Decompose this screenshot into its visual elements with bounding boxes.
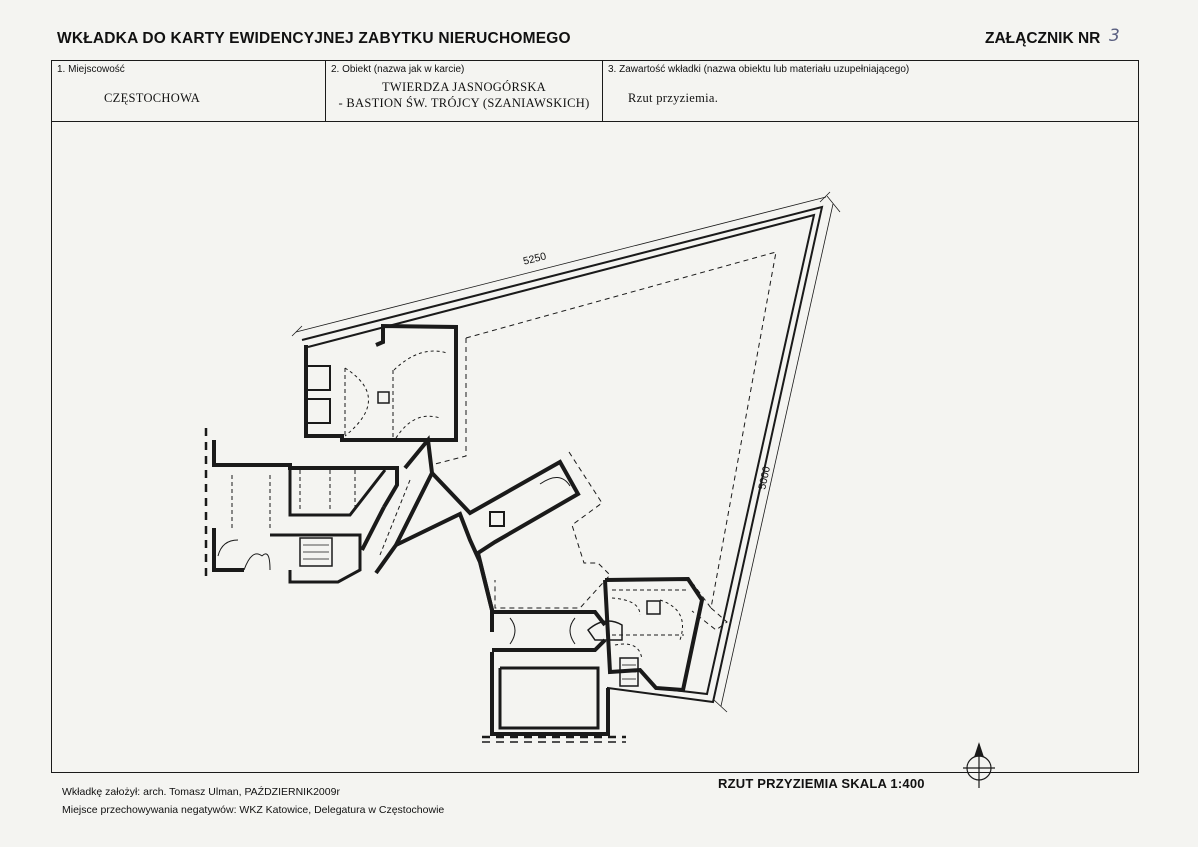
contents-value: Rzut przyziemia. (628, 91, 719, 105)
courtyard-dashed-outline (466, 252, 776, 608)
north-arrow-icon (963, 744, 995, 788)
dimension-line-right (721, 204, 833, 706)
west-wing-wall (214, 440, 397, 507)
object-value-line1: TWIERDZA JASNOGÓRSKA (382, 80, 546, 94)
bastion-outer-wall (302, 207, 822, 734)
footer-author: Wkładkę założył: arch. Tomasz Ulman, PAŹDZIERNIK2009r (62, 786, 340, 798)
locality-value: CZĘSTOCHOWA (104, 91, 201, 105)
plan-caption: RZUT PRZYZIEMIA SKALA 1:400 (718, 776, 925, 791)
south-block-wall (492, 652, 608, 734)
contents-label: 3. Zawartość wkładki (nazwa obiektu lub materiału uzupełniającego) (608, 64, 910, 75)
bastion-inner-wall (308, 215, 814, 694)
dimension-label-top: 5250 (521, 250, 548, 268)
object-label: 2. Obiekt (nazwa jak w karcie) (331, 64, 465, 75)
locality-label: 1. Miejscowość (57, 64, 125, 75)
annex-number: 3 (1109, 26, 1120, 46)
object-value-line2: - BASTION ŚW. TRÓJCY (SZANIAWSKICH) (338, 96, 590, 110)
document-title: WKŁADKA DO KARTY EWIDENCYJNEJ ZABYTKU NIERUCHOMEGO (57, 30, 571, 47)
footer-negatives: Miejsce przechowywania negatywów: WKZ Katowice, Delegatura w Częstochowie (62, 804, 445, 816)
gallery-wall (432, 462, 578, 610)
dimension-line-top (296, 197, 826, 332)
annex-label: ZAŁĄCZNIK NR (985, 30, 1101, 47)
dimension-label-right: 5000 (756, 465, 773, 491)
